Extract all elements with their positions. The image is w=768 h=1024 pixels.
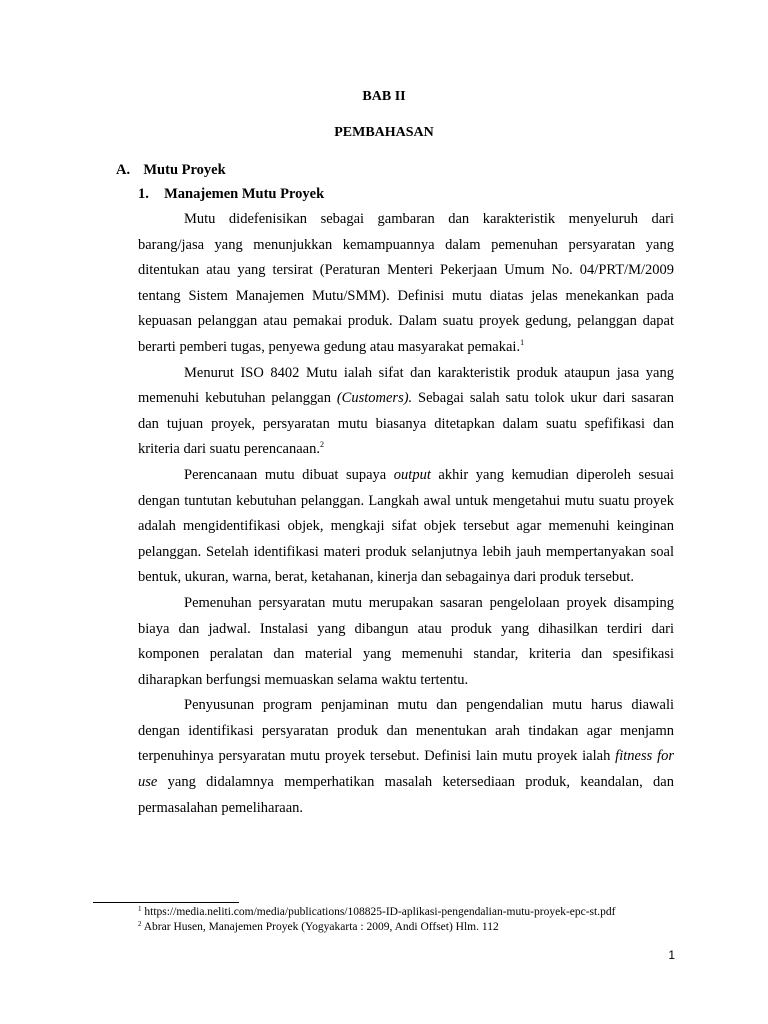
subsection-heading (138, 186, 324, 203)
section-marker: A. (116, 162, 131, 178)
body-text (138, 207, 674, 821)
chapter-title: PEMBAHASAN (334, 125, 434, 140)
paragraph-text: Sebagai salah satu tolok ukur dari sasaran dan tujuan proyek, persyaratan mutu biasanya ditetapkan dalam suatu spefifikasi dan kriteria dari suatu perencanaan. (138, 390, 674, 458)
paragraph (138, 463, 674, 591)
chapter-label: BAB II (362, 89, 406, 104)
subsection-marker: 1. (138, 186, 149, 202)
paragraph-text: Menurut ISO 8402 Mutu ialah sifat dan karakteristik produk ataupun jasa yang memenuhi kebutuhan pelanggan (138, 364, 674, 407)
emphasis-text: (Customers). (336, 390, 413, 407)
paragraph (138, 591, 674, 693)
page-number: 1 (668, 948, 675, 962)
emphasis-text: output (393, 466, 431, 483)
footnote-number: 1 (138, 905, 142, 913)
paragraph-text: Penyusunan program penjaminan mutu dan pengendalian mutu harus diawali dengan identifikasi persyaratan produk dan menentukan arah tindakan agar menjamn terpenuhinya persyaratan mutu proyek tersebut. Definisi lain mutu proyek ialah (138, 697, 674, 765)
paragraph-text: yang didalamnya memperhatikan masalah ketersediaan produk, keandalan, dan permasalahan pemeliharaan. (138, 774, 674, 816)
emphasis-text: fitness for use (138, 748, 674, 791)
paragraph-text: Pemenuhan persyaratan mutu merupakan sasaran pengelolaan proyek disamping biaya dan jadwal. Instalasi yang dibangun atau produk yang dihasilkan terdiri dari komponen peralatan dan material yang memenuhi standar, kriteria dan spesifikasi diharapkan berfungsi memuaskan selama waktu tertentu. (138, 594, 674, 688)
paragraph-text: Mutu didefenisikan sebagai gambaran dan karakteristik menyeluruh dari barang/jasa yang menunjukkan kemampuannya dalam pemenuhan persyaratan yang ditentukan atau yang tersirat (Peraturan Menteri Pekerjaan Umum No. 04/PRT/M/2009 tentang Sistem Manajemen Mutu/SMM). Definisi mutu diatas jelas menekankan pada kepuasan pelanggan atau pemakai produk. Dalam suatu proyek gedung, pelanggan dapat berarti pemberi tugas, penyewa gedung atau masyarakat pemakai. (138, 211, 674, 355)
paragraph (138, 361, 674, 463)
footnote-2 (138, 921, 499, 933)
footnote-divider (93, 902, 239, 903)
footnote-1 (138, 906, 615, 918)
section-heading (116, 162, 226, 179)
paragraph (138, 207, 674, 361)
footnote-ref[interactable]: 2 (319, 440, 324, 450)
footnote-ref[interactable]: 1 (520, 337, 525, 347)
footnote-number: 2 (138, 920, 142, 928)
paragraph-text: Perencanaan mutu dibuat supaya (184, 466, 394, 483)
section-title: Mutu Proyek (143, 162, 226, 178)
footnote-link[interactable]: https://media.neliti.com/media/publications/108825-ID-aplikasi-pengendalian-mutu-proyek-epc-st.pdf (144, 906, 616, 918)
subsection-title: Manajemen Mutu Proyek (164, 186, 325, 202)
paragraph-text: akhir yang kemudian diperoleh sesuai dengan tuntutan kebutuhan pelanggan. Langkah awal untuk mengetahui mutu suatu proyek adalah mengidentifikasi objek, mengkaji sifat objek tersebut agar memenuhi keinginan pelanggan. Setelah identifikasi materi produk selanjutnya lebih jauh mempertanyakan soal bentuk, ukuran, warna, berat, ketahanan, kinerja dan sebagainya dari produk tersebut. (138, 466, 674, 586)
paragraph (138, 693, 674, 821)
footnote-text: Abrar Husen, Manajemen Proyek (Yogyakarta : 2009, Andi Offset) Hlm. 112 (143, 921, 499, 933)
